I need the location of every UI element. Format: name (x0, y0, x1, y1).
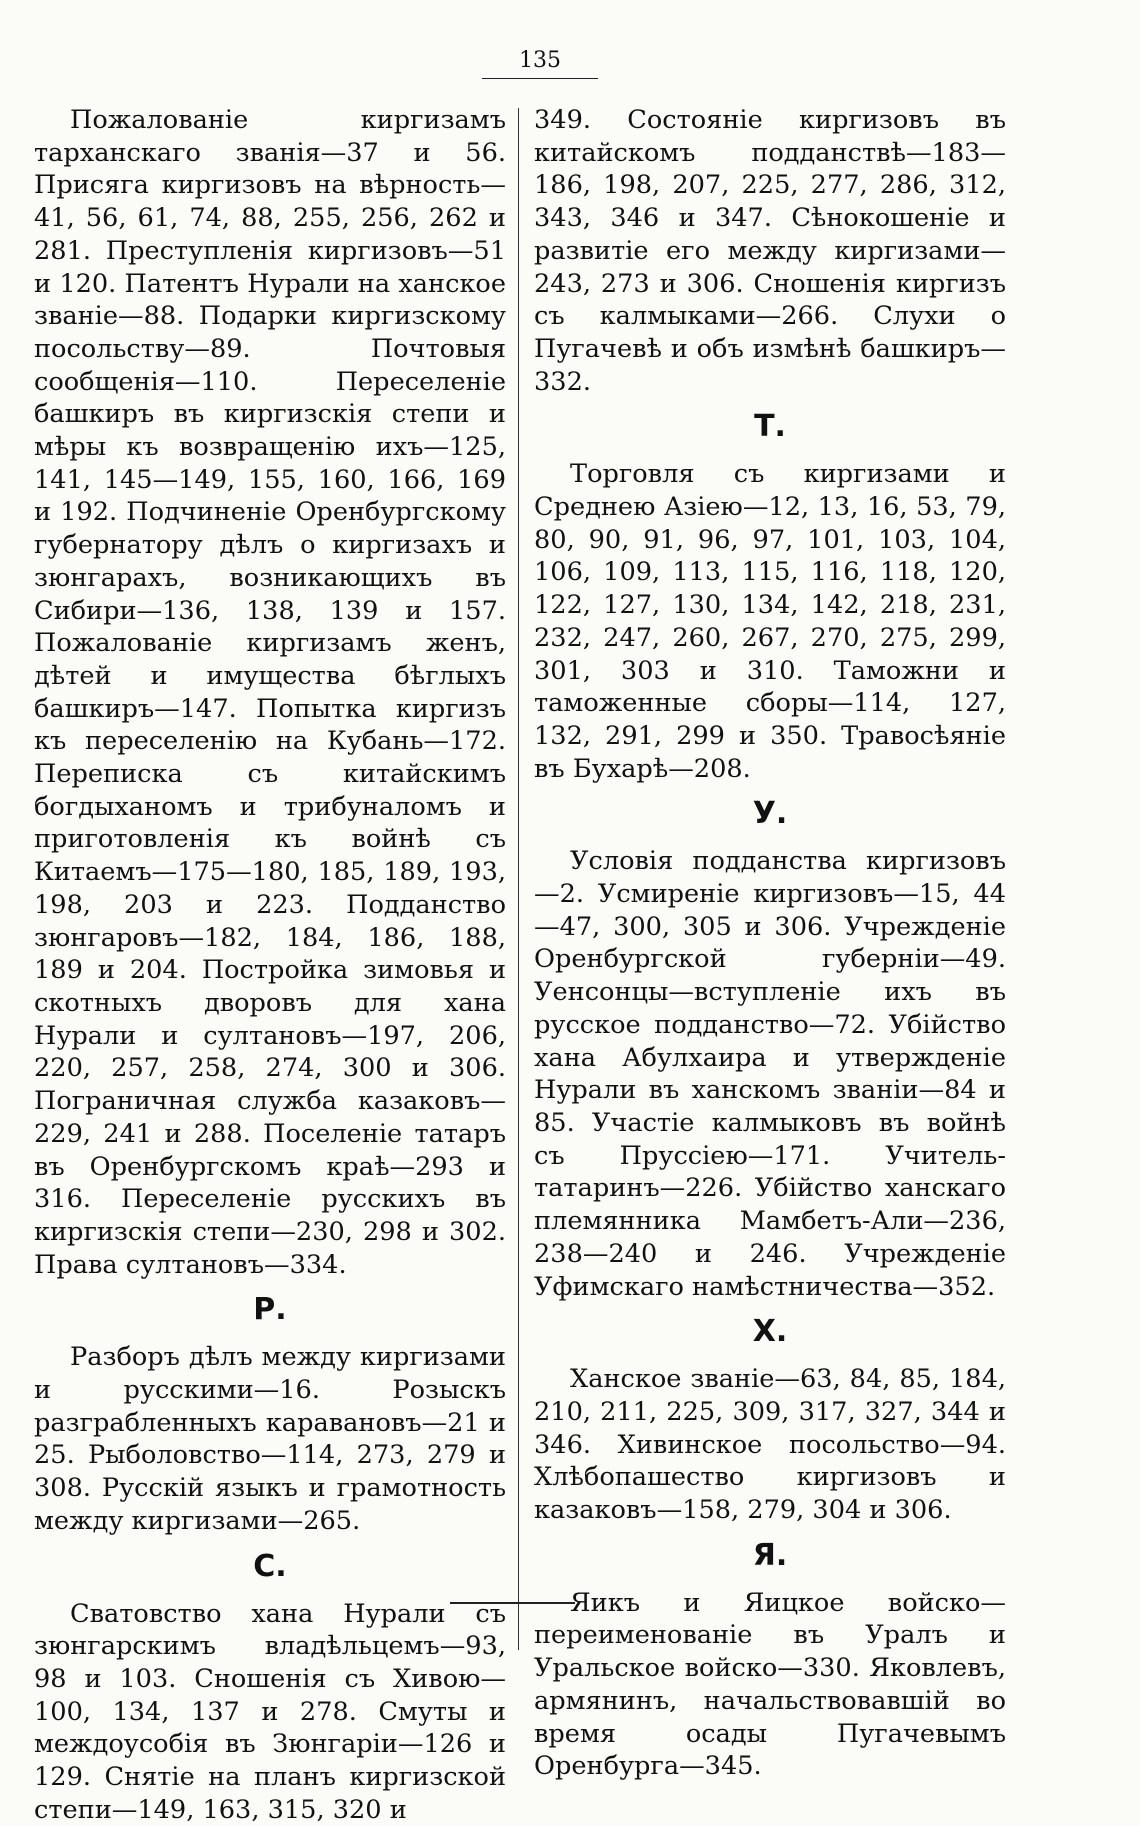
section-letter-s: С. (253, 1548, 287, 1584)
index-paragraph-kh: Ханское званіе—63, 84, 85, 184, 210, 211, 225, 309, 317, 327, 344 и 346. Хивинское посольство—94. Хлѣбопашество киргизовъ и казаковъ—158, 279, 304 и 306. (534, 1364, 1006, 1526)
index-paragraph-u: Условія подданства киргизовъ—2. Усмиреніе киргизовъ—15, 44—47, 300, 305 и 306. Учрежденіе Оренбургской губерніи—49. Уенсонцы—вступленіе ихъ въ русское подданство—72. Убійство хана Абулхаира и утвержденіе Нурали въ ханскомъ званіи—84 и 85. Участіе калмыковъ въ войнѣ съ Пруссіею—171. Учитель-татаринъ—226. Убійство ханскаго племянника Мамбетъ-Али—236, 238—240 и 246. Учрежденіе Уфимскаго намѣстничества—352. (534, 846, 1006, 1302)
section-letter-t: Т. (754, 409, 786, 445)
right-column (534, 104, 1006, 1783)
section-letter-ya: Я. (752, 1537, 788, 1573)
index-paragraph-r: Разборъ дѣлъ между киргизами и русскими—16. Розыскъ разграбленныхъ каравановъ—21 и 25. Рыболовство—114, 273, 279 и 308. Русскій языкъ и грамотность между киргизами—265. (34, 1342, 506, 1536)
column-divider (518, 108, 519, 1650)
end-rule (450, 1602, 575, 1604)
index-paragraph-s-continued: 349. Состояніе киргизовъ въ китайскомъ подданствѣ—183—186, 198, 207, 225, 277, 286, 312, 343, 346 и 347. Сѣнокошеніе и развитіе его между киргизами—243, 273 и 306. Сношенія киргизъ съ калмыками—266. Слухи о Пугачевѣ и объ измѣнѣ башкиръ—332. (534, 105, 1006, 397)
section-letter-kh: Х. (752, 1314, 788, 1350)
section-letter-r: Р. (253, 1292, 287, 1328)
index-paragraph-ya: Яикъ и Яицкое войско—переименованіе въ Уралъ и Уральское войско—330. Яковлевъ, армянинъ, начальствовавшій во время осады Пугачевымъ Оренбурга—345. (534, 1587, 1006, 1782)
index-paragraph-s: Сватовство хана Нурали съ зюнгарскимъ владѣльцемъ—93, 98 и 103. Сношенія съ Хивою—100, 134, 137 и 278. Смуты и междоусобія въ Зюнгаріи—126 и 129. Снятіе на планъ киргизской степи—149, 163, 315, 320 и (34, 1598, 506, 1825)
section-letter-u: У. (752, 796, 788, 832)
index-paragraph-t: Торговля съ киргизами и Среднею Азіею—12, 13, 16, 53, 79, 80, 90, 91, 96, 97, 101, 103, 104, 106, 109, 113, 115, 116, 118, 120, 122, 127, 130, 134, 142, 218, 231, 232, 247, 260, 267, 270, 275, 299, 301, 303 и 310. Таможни и таможенные сборы—114, 127, 132, 291, 299 и 350. Травосѣяніе въ Бухарѣ—208. (534, 459, 1006, 784)
page-number-rule (482, 78, 598, 79)
index-paragraph-p: Пожалованіе киргизамъ тарханскаго званія—37 и 56. Присяга киргизовъ на вѣрность—41, 56, 61, 74, 88, 255, 256, 262 и 281. Преступленія киргизовъ—51 и 120. Патентъ Нурали на ханское званіе—88. Подарки киргизскому посольству—89. Почтовыя сообщенія—110. Переселеніе башкиръ въ киргизскія степи и мѣры къ возвращенію ихъ—125, 141, 145—149, 155, 160, 166, 169 и 192. Подчиненіе Оренбургскому губернатору дѣлъ о киргизахъ и зюнгарахъ, возникающихъ въ Сибири—136, 138, 139 и 157. Пожалованіе киргизамъ женъ, дѣтей и имущества бѣглыхъ башкиръ—147. Попытка киргизъ къ переселенію на Кубань—172. Переписка съ китайскимъ богдыханомъ и трибуналомъ и приготовленія къ войнѣ съ Китаемъ—175—180, 185, 189, 193, 198, 203 и 223. Подданство зюнгаровъ—182, 184, 186, 188, 189 и 204. Постройка зимовья и скотныхъ дворовъ для хана Нурали и султановъ—197, 206, 220, 257, 258, 274, 300 и 306. Пограничная служба казаковъ—229, 241 и 288. Поселеніе татаръ въ Оренбургскомъ краѣ—293 и 316. Переселеніе русскихъ въ киргизскія степи—230, 298 и 302. Права султановъ—334. (34, 105, 506, 1280)
page-number: 135 (519, 48, 561, 73)
left-column (34, 104, 506, 1826)
